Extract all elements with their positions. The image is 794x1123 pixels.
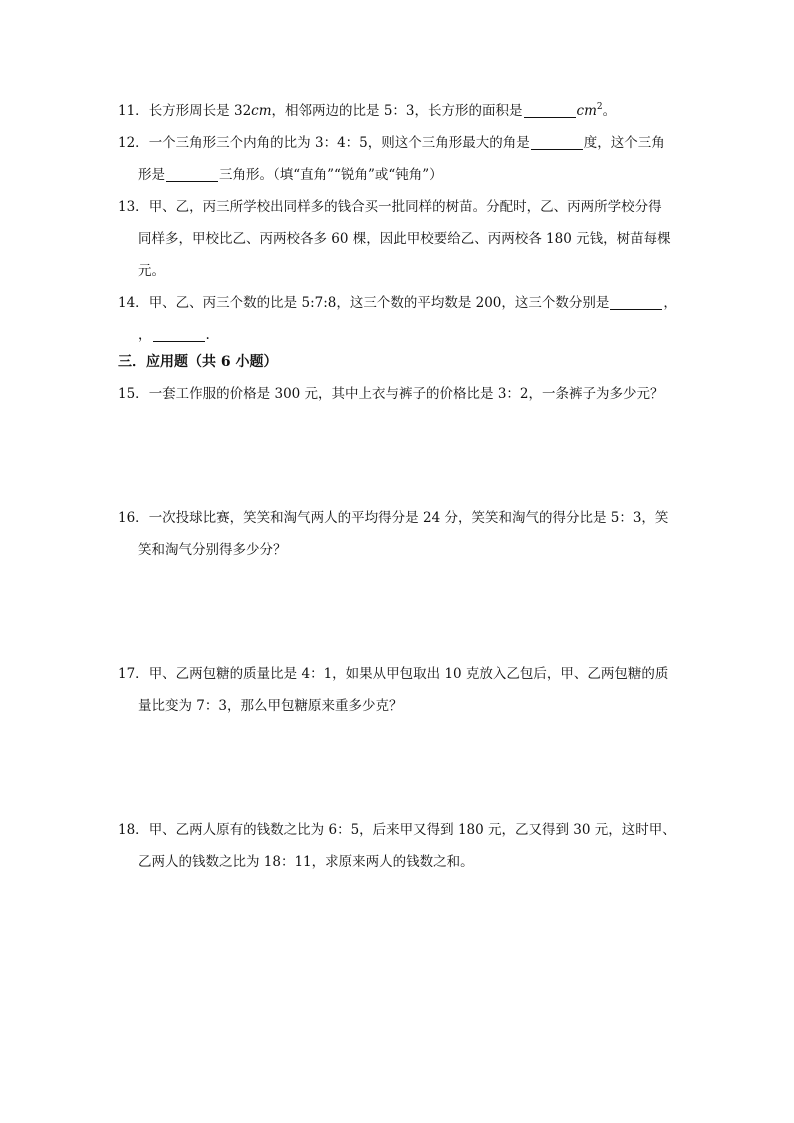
question-17-line-1 <box>118 664 678 684</box>
question-15-line-1 <box>118 384 678 404</box>
question-text: 形是 <box>138 167 165 183</box>
unit-cm: cm <box>576 103 597 119</box>
question-number: 13． <box>118 199 149 215</box>
question-text: 甲、乙、丙三个数的比是 5:7:8，这三个数的平均数是 200，这三个数分别是 <box>148 295 610 311</box>
question-16-line-2 <box>118 540 678 560</box>
question-13-line-2 <box>118 229 678 249</box>
punctuation: . <box>205 327 210 343</box>
question-16 <box>118 508 678 560</box>
question-12 <box>118 133 678 185</box>
question-14-line-1 <box>118 293 678 313</box>
question-12-line-2 <box>118 165 678 185</box>
question-text: 笑和淘气分别得多少分？ <box>138 542 287 558</box>
answer-blank[interactable] <box>153 327 205 342</box>
superscript-2: 2 <box>596 102 603 112</box>
question-number: 16． <box>118 510 149 526</box>
question-text: 甲、乙两人原有的钱数之比为 6：5，后来甲又得到 180 元，乙又得到 30 元，这时甲、 <box>148 822 676 838</box>
question-text: 度，这个三角 <box>583 135 665 151</box>
section-heading: 三．应用题（共 6 小题） <box>118 354 278 370</box>
question-18-line-2 <box>118 852 678 872</box>
question-text: 一个三角形三个内角的比为 3：4：5，则这个三角形最大的角是 <box>148 135 530 151</box>
punctuation: ， <box>138 327 152 343</box>
question-text: 元。 <box>138 263 165 279</box>
question-14 <box>118 293 678 345</box>
question-13-line-1 <box>118 197 678 217</box>
question-text: 一次投球比赛，笑笑和淘气两人的平均得分是 24 分，笑笑和淘气的得分比是 5：3，笑 <box>148 510 669 526</box>
question-number: 11． <box>118 103 149 119</box>
question-number: 12． <box>118 135 149 151</box>
question-number: 15． <box>118 386 149 402</box>
question-text: 甲、乙两包糖的质量比是 4：1，如果从甲包取出 10 克放入乙包后，甲、乙两包糖的质 <box>148 666 669 682</box>
answer-blank[interactable] <box>524 103 576 118</box>
question-text: 甲、乙，丙三所学校出同样多的钱合买一批同样的树苗。分配时，乙、丙两所学校分得 <box>148 199 662 215</box>
question-text: ，相邻两边的比是 5：3，长方形的面积是 <box>271 103 523 119</box>
question-text: 量比变为 7：3，那么甲包糖原来重多少克？ <box>138 698 403 714</box>
question-17-line-2 <box>118 696 678 716</box>
question-11 <box>118 101 678 121</box>
question-number: 14． <box>118 295 149 311</box>
question-17 <box>118 664 678 716</box>
punctuation: 。 <box>602 103 617 119</box>
question-number: 18． <box>118 822 149 838</box>
question-11-line-1 <box>118 101 678 121</box>
punctuation: ， <box>663 295 677 311</box>
answer-blank[interactable] <box>531 135 583 150</box>
question-text: 三角形。（填“直角”“锐角”或“钝角”） <box>219 167 443 183</box>
question-text: 长方形周长是 32 <box>148 103 252 119</box>
question-13-line-3 <box>118 261 678 281</box>
unit-cm: cm <box>251 103 272 119</box>
question-18-line-1 <box>118 820 678 840</box>
question-18 <box>118 820 678 872</box>
question-text: 一套工作服的价格是 300 元，其中上衣与裤子的价格比是 3：2，一条裤子为多少元？ <box>148 386 664 402</box>
answer-blank[interactable] <box>166 167 218 182</box>
question-number: 17． <box>118 666 149 682</box>
question-13 <box>118 197 678 281</box>
question-15 <box>118 384 678 404</box>
question-text: 乙两人的钱数之比为 18：11，求原来两人的钱数之和。 <box>138 854 474 870</box>
question-text: 同样多，甲校比乙、丙两校各多 60 棵，因此甲校要给乙、丙两校各 180 元钱，树苗每棵 <box>138 231 671 247</box>
question-14-line-2 <box>118 325 678 345</box>
answer-blank[interactable] <box>610 295 662 310</box>
question-12-line-1 <box>118 133 678 153</box>
question-16-line-1 <box>118 508 678 528</box>
